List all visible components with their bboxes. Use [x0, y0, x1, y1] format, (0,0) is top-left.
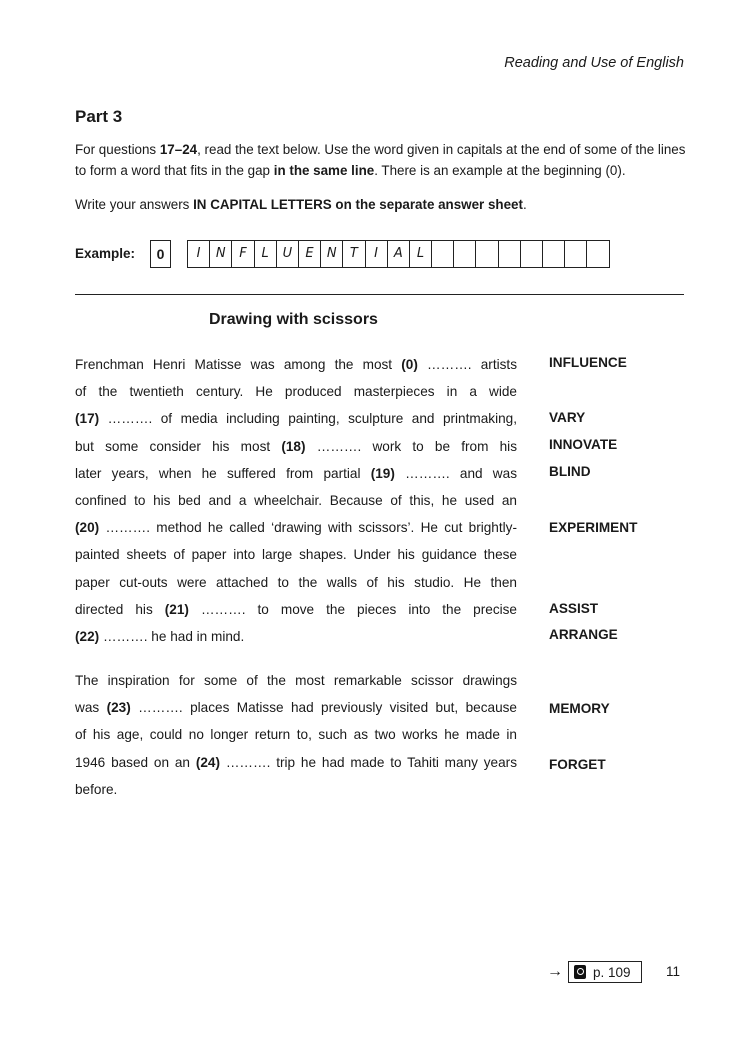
text-line: The inspiration for some of the most remarkable scissor drawings	[75, 673, 517, 688]
answer-cell	[431, 240, 453, 268]
answer-cell: U	[276, 240, 298, 268]
answer-cell: E	[298, 240, 320, 268]
text-line: but some consider his most (18) ………. work to be from his	[75, 438, 517, 454]
answer-cell	[564, 240, 586, 268]
keyword-memory: MEMORY	[549, 701, 610, 716]
page-number: 11	[666, 964, 681, 979]
text-line: (17) ………. of media including painting, sculpture and printmaking,	[75, 411, 517, 427]
answer-cell: A	[387, 240, 409, 268]
arrow-icon: →	[547, 963, 563, 980]
instr-emphasis: in the same line	[273, 163, 375, 178]
answer-cell	[498, 240, 520, 268]
text-line: confined to his bed and a wheelchair. Because of this, he used an	[75, 492, 517, 508]
paragraph-2	[75, 667, 517, 803]
text-line: was (23) ………. places Matisse had previously visited but, because	[75, 700, 517, 716]
example-number-box: 0	[150, 240, 171, 268]
section-title: Reading and Use of English	[504, 55, 684, 71]
answer-cell: L	[409, 240, 431, 268]
write-instructions	[75, 194, 687, 215]
answer-cell: I	[187, 240, 209, 268]
keyword-influence: INFLUENCE	[549, 355, 627, 370]
divider	[75, 294, 684, 295]
keyword-forget: FORGET	[549, 757, 606, 772]
keyword-assist: ASSIST	[549, 601, 599, 616]
answer-cell: F	[231, 240, 253, 268]
answer-cell	[542, 240, 564, 268]
example-label: Example:	[75, 246, 136, 261]
text-line: (20) ………. method he called ‘drawing with scissors’. He cut brightly-	[75, 520, 517, 536]
answer-cell: N	[209, 240, 231, 268]
instr-text: .	[522, 197, 527, 212]
keyword-blind: BLIND	[549, 464, 591, 479]
text-line: Frenchman Henri Matisse was among the most (0) ………. artists	[75, 357, 517, 372]
text-line: directed his (21) ………. to move the pieces into the precise	[75, 601, 517, 617]
text-title: Drawing with scissors	[209, 311, 378, 328]
instr-text: For questions	[75, 142, 160, 157]
answer-cell: T	[342, 240, 364, 268]
keyword-innovate: INNOVATE	[549, 437, 618, 452]
keyword-vary: VARY	[549, 410, 586, 425]
paragraph-1	[75, 351, 517, 650]
answer-cell	[520, 240, 542, 268]
instr-text: . There is an example at the beginning (0).	[374, 163, 626, 178]
text-line: painted sheets of paper into large shapes. Under his guidance these	[75, 547, 517, 563]
text-line: of the twentieth century. He produced masterpieces in a wide	[75, 384, 517, 400]
instr-text: Write your answers	[75, 197, 194, 212]
text-line: before.	[75, 781, 118, 797]
example-answer-boxes	[187, 240, 610, 268]
answer-cell	[586, 240, 609, 268]
instructions-paragraph	[75, 139, 687, 181]
answer-cell: L	[254, 240, 276, 268]
instr-text: , read the text below. Use the word given in capitals at the end of some of the lines to form a word that fits in the gap	[75, 142, 686, 178]
text-line: later years, when he suffered from partial (19) ………. and was	[75, 465, 517, 481]
keyword-arrange: ARRANGE	[549, 627, 618, 642]
keyword-experiment: EXPERIMENT	[549, 520, 638, 535]
document-icon	[574, 965, 586, 979]
text-line: paper cut-outs were attached to the walls of his studio. He then	[75, 574, 517, 590]
text-line: 1946 based on an (24) ………. trip he had made to Tahiti many years	[75, 754, 517, 770]
part-title: Part 3	[75, 107, 123, 126]
question-range: 17–24	[159, 142, 198, 157]
text-line: (22) ………. he had in mind.	[75, 628, 245, 644]
answer-cell	[453, 240, 475, 268]
instr-emphasis: IN CAPITAL LETTERS on the separate answer sheet	[193, 197, 523, 212]
text-line: of his age, could no longer return to, such as two works he made in	[75, 727, 517, 743]
reference-text: p. 109	[593, 964, 631, 980]
answer-cell: I	[365, 240, 387, 268]
page-reference[interactable]	[568, 961, 642, 983]
answer-cell: N	[320, 240, 342, 268]
answer-cell	[475, 240, 497, 268]
